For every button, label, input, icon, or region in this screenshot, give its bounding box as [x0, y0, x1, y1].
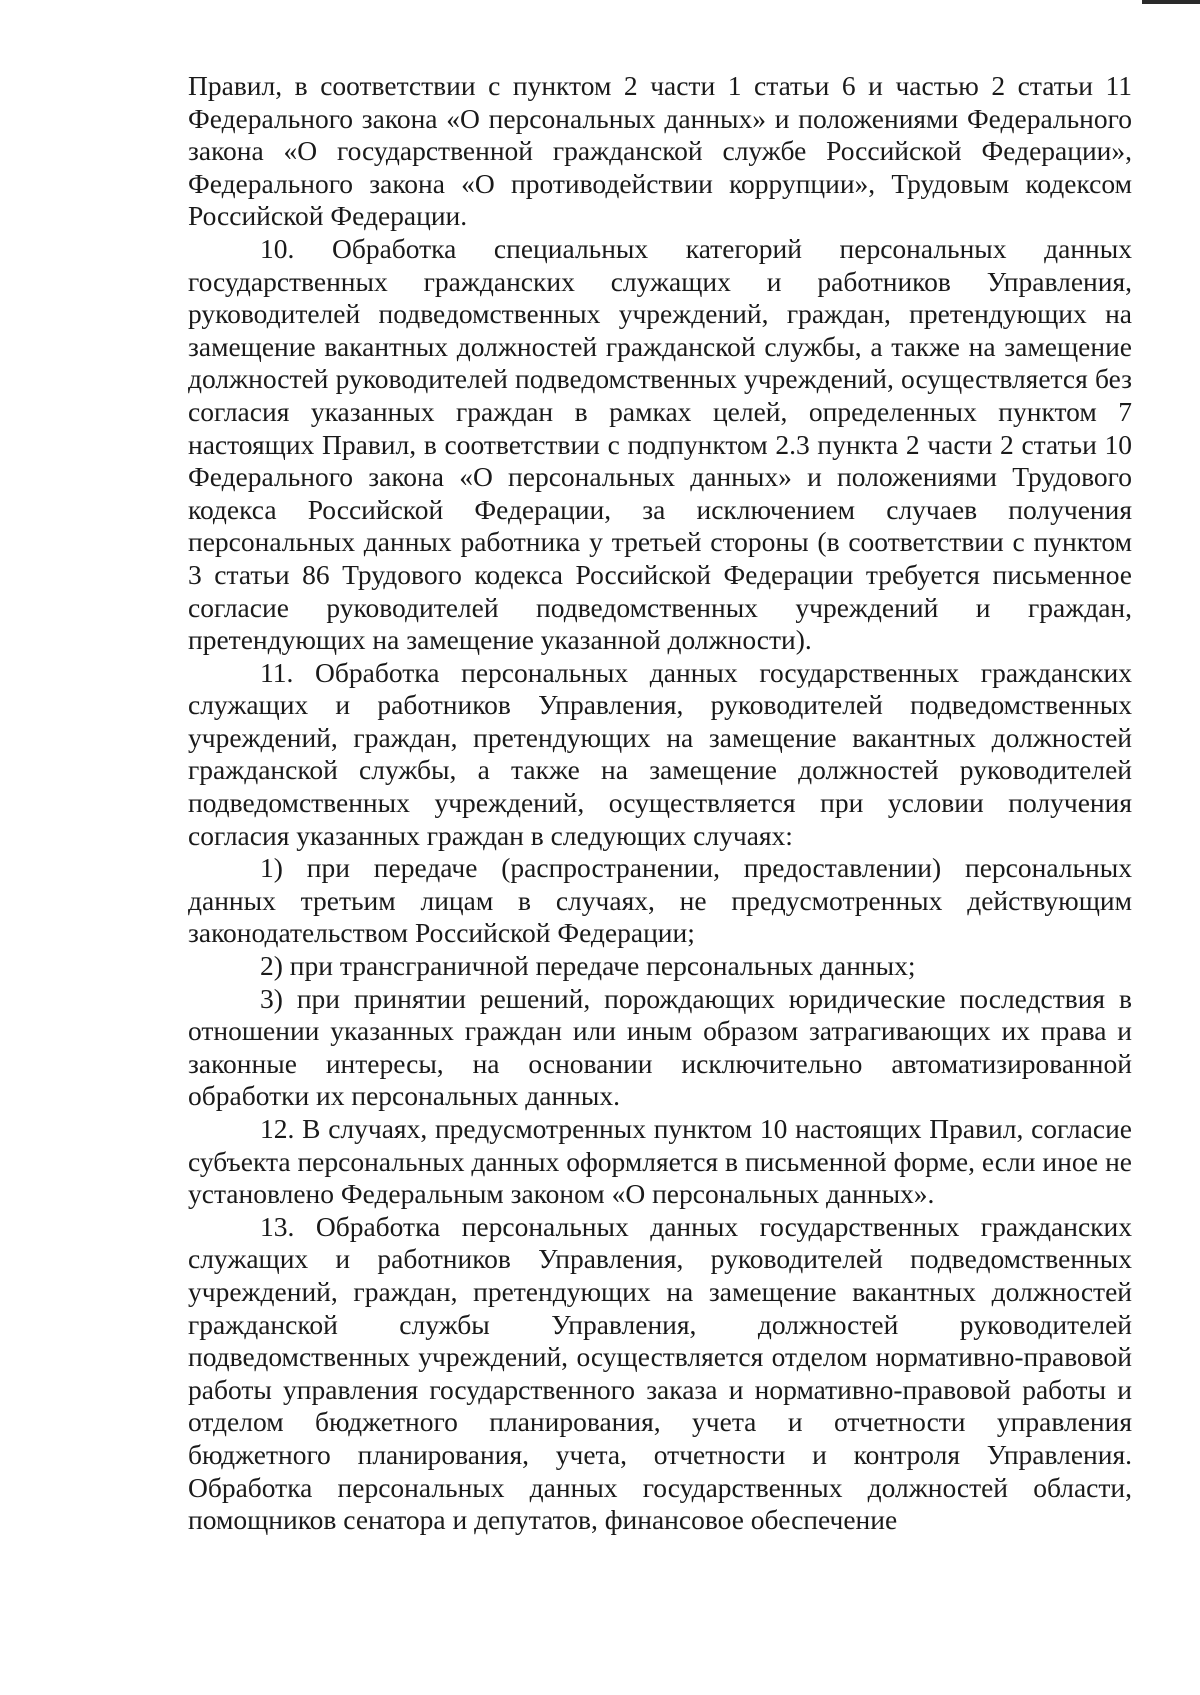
scan-edge-mark: [1142, 0, 1200, 4]
paragraph-continuation: Правил, в соответствии с пунктом 2 части 1 статьи 6 и частью 2 статьи 11 Федерального закона «О персональных данных» и положениями Федерального закона «О государственной гражданской службе Российской Федерации», Федерального закона «О противодействии коррупции», Трудовым кодексом Российской Федерации.: [188, 70, 1132, 232]
list-item-2: 2) при трансграничной передаче персональных данных;: [260, 950, 916, 982]
paragraph-11: 11. Обработка персональных данных государственных гражданских служащих и работников Управления, руководителей подведомственных учреждений, граждан, претендующих на замещение вакантных должностей гражданской службы, а также на замещение должностей руководителей подведомственных учреждений, осуществляется при условии получения согласия указанных граждан в следующих случаях:: [188, 656, 1132, 851]
document-body: [188, 70, 1132, 1537]
list-item-3: 3) при принятии решений, порождающих юридические последствия в отношении указанных граждан или иным образом затрагивающих их права и законные интересы, на основании исключительно автоматизированной обработки их персональных данных.: [188, 982, 1132, 1112]
list-item-1: 1) при передаче (распространении, предоставлении) персональных данных третьим лицам в случаях, не предусмотренных действующим законодательством Российской Федерации;: [188, 852, 1132, 949]
paragraph-13: 13. Обработка персональных данных государственных гражданских служащих и работников Управления, руководителей подведомственных учреждений, граждан, претендующих на замещение вакантных должностей гражданской службы Управления, должностей руководителей подведомственных учреждений, осуществляется отделом нормативно-правовой работы управления государственного заказа и нормативно-правовой работы и отделом бюджетного планирования, учета и отчетности управления бюджетного планирования, учета, отчетности и контроля Управления. Обработка персональных данных государственных должностей области, помощников сенатора и депутатов, финансовое обеспечение: [188, 1210, 1132, 1536]
paragraph-12: 12. В случаях, предусмотренных пунктом 10 настоящих Правил, согласие субъекта персональных данных оформляется в письменной форме, если иное не установлено Федеральным законом «О персональных данных».: [188, 1113, 1132, 1210]
paragraph-10: 10. Обработка специальных категорий персональных данных государственных гражданских служащих и работников Управления, руководителей подведомственных учреждений, граждан, претендующих на замещение вакантных должностей гражданской службы, а также на замещение должностей руководителей подведомственных учреждений, осуществляется без согласия указанных граждан в рамках целей, определенных пунктом 7 настоящих Правил, в соответствии с подпунктом 2.3 пункта 2 части 2 статьи 10 Федерального закона «О персональных данных» и положениями Трудового кодекса Российской Федерации, за исключением случаев получения персональных данных работника у третьей стороны (в соответствии с пунктом 3 статьи 86 Трудового кодекса Российской Федерации требуется письменное согласие руководителей подведомственных учреждений и граждан, претендующих на замещение указанной должности).: [188, 232, 1132, 656]
